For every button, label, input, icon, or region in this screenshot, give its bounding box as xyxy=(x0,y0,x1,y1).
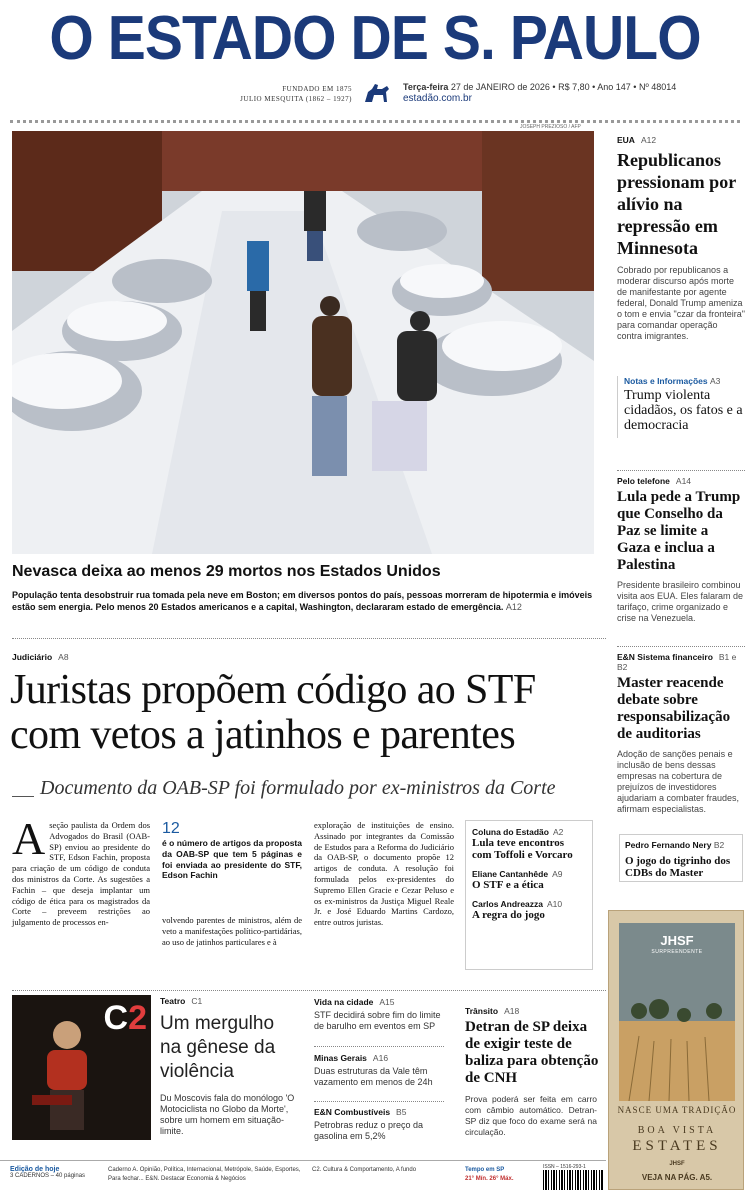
divider xyxy=(314,1046,444,1047)
issn: ISSN – 1516-293-1 xyxy=(543,1164,586,1170)
notas-box[interactable]: Notas e Informações A3 Trump violenta cidadãos, os fatos e a democracia xyxy=(617,376,745,438)
section-c2-index[interactable]: C2. Cultura & Comportamento, A fundo xyxy=(312,1167,417,1173)
columnist-item[interactable]: Carlos Andreazza A10 A regra do jogo xyxy=(472,899,563,921)
weather: Tempo em SP 21° Mín. 26° Máx. xyxy=(465,1167,514,1182)
divider xyxy=(617,646,745,647)
brief-item[interactable]: E&N Combustíveis B5 Petrobras reduz o preço da gasolina em 5,2% xyxy=(314,1107,424,1141)
side-eua: EUA A12 Republicanos pressionam por alívio na repressão em Minnesota Cobrado por republicanos a moderar discurso após morte de manifestante por agente federal, Donald Trump ameniza o tom e envia "czar da fronteira" para comandar operação contra imigrantes. xyxy=(617,135,745,341)
columnist-item[interactable]: Coluna do Estadão A2 Lula teve encontros com Toffoli e Vorcaro xyxy=(472,827,573,861)
site-link[interactable]: estadão.com.br xyxy=(403,93,472,104)
side-lula: Pelo telefone A14 Lula pede a Trump que Conselho da Paz se limite a Gaza e inclua a Palestina Presidente brasileiro combinou visita aos EUA. Eles falaram de tarifaço, crime organizado e crise na Venezuela. xyxy=(617,476,744,623)
side-master-headline[interactable]: Master reacende debate sobre responsabilização de auditorias xyxy=(617,675,731,742)
divider xyxy=(314,1101,444,1102)
transit-kicker: Trânsito A18 xyxy=(465,1006,520,1016)
brief-item[interactable]: Vida na cidade A15 STF decidirá sobre fim do limite de barulho em eventos em SP xyxy=(314,997,441,1031)
main-col-3: exploração de instituições de ensino. Assinado por integrantes da Comissão de Estudos para a Reforma do Judiciário da OAB-SP, o documento propõe 12 artigos de conduta. A resolução foi formulada pelos ex-presidentes do Supremo Ellen Gracie e Cezar Peluso e os ex-ministros da Justiça Miguel Reale Jr. e José Eduardo Martins Cardozo, entre outros juristas. xyxy=(314,820,454,928)
footer xyxy=(0,1160,606,1194)
section-divider xyxy=(12,990,606,991)
founded-info: FUNDADO EM 1875 JULIO MESQUITA (1862 – 1927) xyxy=(240,85,352,103)
side-eua-headline[interactable]: Republicanos pressionam por alívio na repressão em Minnesota xyxy=(617,150,736,258)
transit-text: Prova poderá ser feita em carro com câmbio automático. Detran-SP diz que foco do exame será na circulação. xyxy=(465,1094,597,1137)
c2-headline[interactable]: Um mergulho na gênese da violência xyxy=(160,1013,276,1082)
stat-number: 12 xyxy=(162,820,180,837)
columnists-box xyxy=(465,820,593,970)
edition-info: Edição de hoje 3 CADERNOS – 40 páginas xyxy=(10,1166,86,1179)
columnist-nery-box[interactable]: Pedro Fernando Nery B2 O jogo do tigrinho dos CDBs do Master xyxy=(619,834,743,882)
barcode-icon xyxy=(543,1170,603,1190)
columnist-item[interactable]: Eliane Cantanhêde A9 O STF e a ética xyxy=(472,869,563,891)
photo-credit: JOSEPH PREZIOSO / AFP xyxy=(520,124,581,130)
top-divider xyxy=(10,120,740,123)
c2-kicker: Teatro C1 xyxy=(160,996,203,1006)
side-lula-headline[interactable]: Lula pede a Trump que Conselho da Paz se limite a Gaza e inclua a Palestina xyxy=(617,489,741,573)
c2-theater-photo xyxy=(12,995,151,1140)
main-headline[interactable]: Juristas propõem código ao STF com vetos a jatinhos e parentes xyxy=(10,667,536,758)
sub-rule xyxy=(12,796,34,797)
main-col-2: volvendo parentes de ministros, além de veto a manifestações político-partidárias, ao uso de jatinhos particulares e à xyxy=(162,915,302,947)
lead-photo-title[interactable]: Nevasca deixa ao menos 29 mortos nos Estados Unidos xyxy=(12,563,441,580)
divider xyxy=(617,470,745,471)
snow-street-photo xyxy=(12,131,594,554)
section-a-index[interactable]: Caderno A. Opinião, Política, Internacional, Metrópole, Saúde, Esportes, Para fechar... E&N. Destacar Economia & Negócios xyxy=(108,1167,301,1182)
side-master: E&N Sistema financeiro B1 e B2 Master reacende debate sobre responsabilização de auditorias Adoção de sanções penais e inclusão de bens dessas empresas na cobertura de prejuízos de investidores ajudariam a combater fraudes, afirmam especialistas. xyxy=(617,652,745,815)
section-divider xyxy=(12,638,606,639)
lead-photo-caption: População tenta desobstruir rua tomada pela neve em Boston; em diversos pontos do país, pessoas morreram de hipotermia e imóveis estão sem energia. Pelo menos 20 Estados americanos e a capital, Washington, declararam estado de emergência. A12 xyxy=(12,590,593,612)
main-kicker: Judiciário A8 xyxy=(12,652,69,662)
dropcap: A xyxy=(12,813,46,864)
stat-text: é o número de artigos da proposta da OAB-SP que tem 5 páginas e foi enviada ao presidente do STF, Edson Fachin xyxy=(162,838,302,881)
horse-logo-icon xyxy=(362,80,392,106)
main-stat-box xyxy=(162,820,302,900)
jhsf-advertisement[interactable]: JHSF SURPREENDENTE NASCE UMA TRADIÇÃO BOA VISTA ESTATES JHSF VEJA NA PÁG. A5. xyxy=(608,910,744,1190)
transit-headline[interactable]: Detran de SP deixa de exigir teste de baliza para obtenção de CNH xyxy=(465,1019,599,1086)
brief-item[interactable]: Minas Gerais A16 Duas estruturas da Vale têm vazamento em menos de 24h xyxy=(314,1053,433,1087)
subhead xyxy=(0,80,750,110)
masthead xyxy=(0,0,750,78)
main-subheadline: Documento da OAB-SP foi formulado por ex-ministros da Corte xyxy=(40,777,556,799)
main-col-1: Aseção paulista da Ordem dos Advogados do Brasil (OAB-SP) enviou ao presidente do STF, Edson Fachin, proposta para criação de um código de conduta dos ministros da Corte. As sugestões a Fachin – que deseja implantar um código de ética para os magistrados da Corte – preveem restrições ao julgamento de processos en- xyxy=(12,813,150,928)
newspaper-title: O ESTADO DE S. PAULO xyxy=(49,4,701,73)
c2-badge: C2 xyxy=(103,999,147,1037)
dateline: Terça-feira 27 de JANEIRO de 2026 • R$ 7,80 • Ano 147 • Nº 48014 estadão.com.br xyxy=(403,82,677,104)
c2-text: Du Moscovis fala do monólogo 'O Motociclista no Globo da Morte', sobre um homem em situação-limite. xyxy=(160,1093,295,1136)
